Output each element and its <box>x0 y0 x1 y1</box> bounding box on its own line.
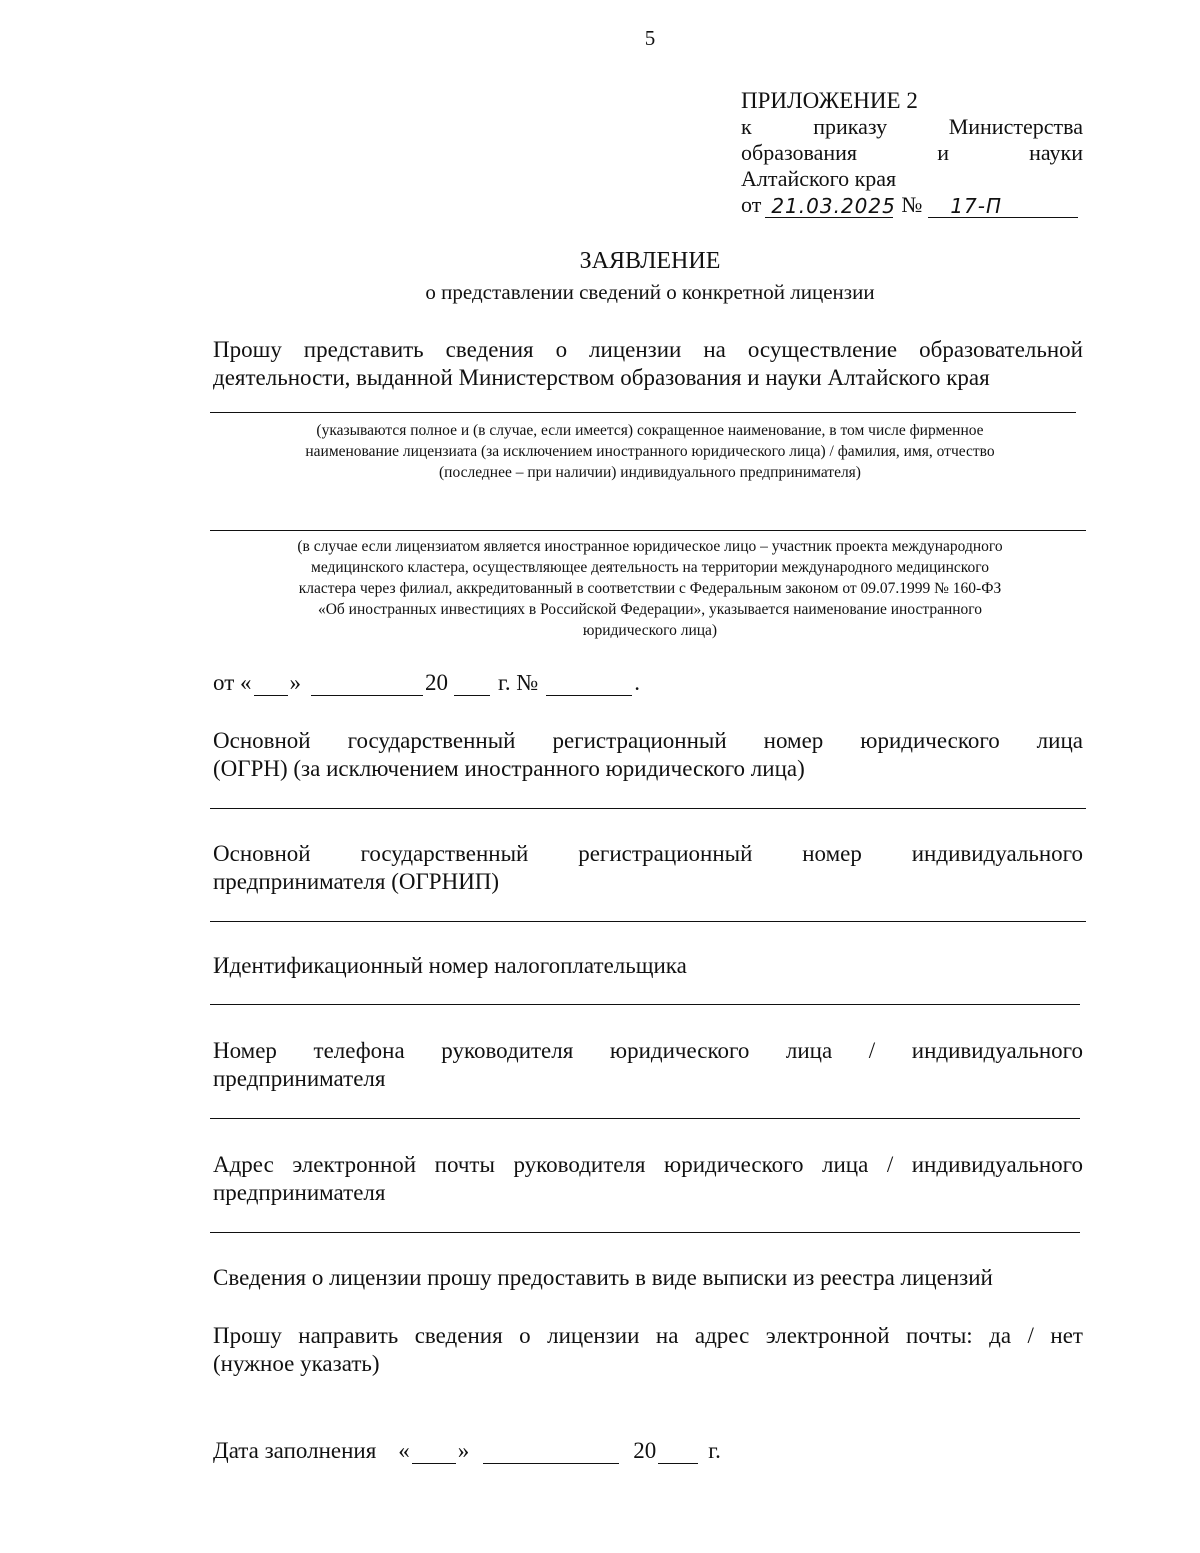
fill-date-label: Дата заполнения <box>213 1438 377 1463</box>
license-month-field[interactable] <box>311 673 423 696</box>
licensee-name-field[interactable] <box>210 412 1076 413</box>
inn-label: Идентификационный номер налогоплательщика <box>213 953 687 978</box>
appendix-line-1: к приказу Министерства <box>741 114 1083 139</box>
email-request: Прошу направить сведения о лицензии на адрес электронной почты: да / нет (нужное указать) <box>213 1323 1083 1376</box>
licensee-name-note: (указываются полное и (в случае, если имеется) сокращенное наименование, в том числе фирменное наименование лицензиата (за исключением иностранного юридического лица) / фамилия, имя, отчество (последнее – при наличии) индивидуального предпринимателя) <box>305 422 995 481</box>
request-line-2: деятельности, выданной Министерством образования и науки Алтайского края <box>213 365 990 390</box>
ogrn-field[interactable] <box>210 808 1086 809</box>
license-day-field[interactable] <box>254 673 288 696</box>
ogrnip-label: Основной государственный регистрационный номер индивидуального предпринимателя (ОГРНИП) <box>213 841 1083 894</box>
phone-label: Номер телефона руководителя юридического лица / индивидуального предпринимателя <box>213 1038 1083 1091</box>
fill-date-line: Дата заполнения « » 20 г. <box>213 1438 721 1463</box>
license-year-field[interactable] <box>454 673 490 696</box>
document-title: ЗАЯВЛЕНИЕ <box>579 248 721 274</box>
license-date-number-line: от « » 20 г. № . <box>213 670 641 695</box>
appendix-line-3: Алтайского края <box>741 166 897 191</box>
order-date-field <box>765 193 896 218</box>
extract-statement: Сведения о лицензии прошу предоставить в виде выписки из реестра лицензий <box>213 1265 993 1290</box>
phone-field[interactable] <box>210 1118 1080 1119</box>
order-date-number: от 21.03.2025 № 17-П <box>741 192 1083 218</box>
ogrnip-field[interactable] <box>210 921 1086 922</box>
appendix-line-2: образования и науки <box>741 140 1083 165</box>
request-paragraph <box>213 336 1083 392</box>
order-date-handwritten: 21.03.2025 <box>771 194 896 218</box>
email-label: Адрес электронной почты руководителя юридического лица / индивидуального предпринимателя <box>213 1152 1083 1205</box>
email-field[interactable] <box>210 1232 1080 1233</box>
fill-day-field[interactable] <box>412 1441 456 1464</box>
appendix-header <box>741 88 1083 218</box>
document-subtitle: о представлении сведений о конкретной лицензии <box>425 280 875 304</box>
appendix-title: ПРИЛОЖЕНИЕ 2 <box>741 88 918 113</box>
license-number-field[interactable] <box>546 673 632 696</box>
foreign-entity-note: (в случае если лицензиатом является иностранное юридическое лицо – участник проекта международного медицинского кластера, осуществляющее деятельность на территории международного медицинского кластера через филиал, аккредитованный в соответствии с Федеральным законом от 09.07.1999 № 160-ФЗ «Об иностранных инвестициях в Российской Федерации», указывается наименование иностранного юридического лица) <box>297 538 1003 639</box>
foreign-entity-name-field[interactable] <box>210 530 1086 531</box>
request-line-1: Прошу представить сведения о лицензии на осуществление образовательной <box>213 337 1083 362</box>
fill-month-field[interactable] <box>483 1441 619 1464</box>
page-number: 5 <box>644 26 656 50</box>
fill-year-field[interactable] <box>658 1441 698 1464</box>
inn-field[interactable] <box>210 1004 1080 1005</box>
order-number-field <box>928 193 1078 218</box>
order-number-handwritten: 17-П <box>950 194 1003 218</box>
ogrn-label: Основной государственный регистрационный номер юридического лица (ОГРН) (за исключением иностранного юридического лица) <box>213 728 1083 781</box>
